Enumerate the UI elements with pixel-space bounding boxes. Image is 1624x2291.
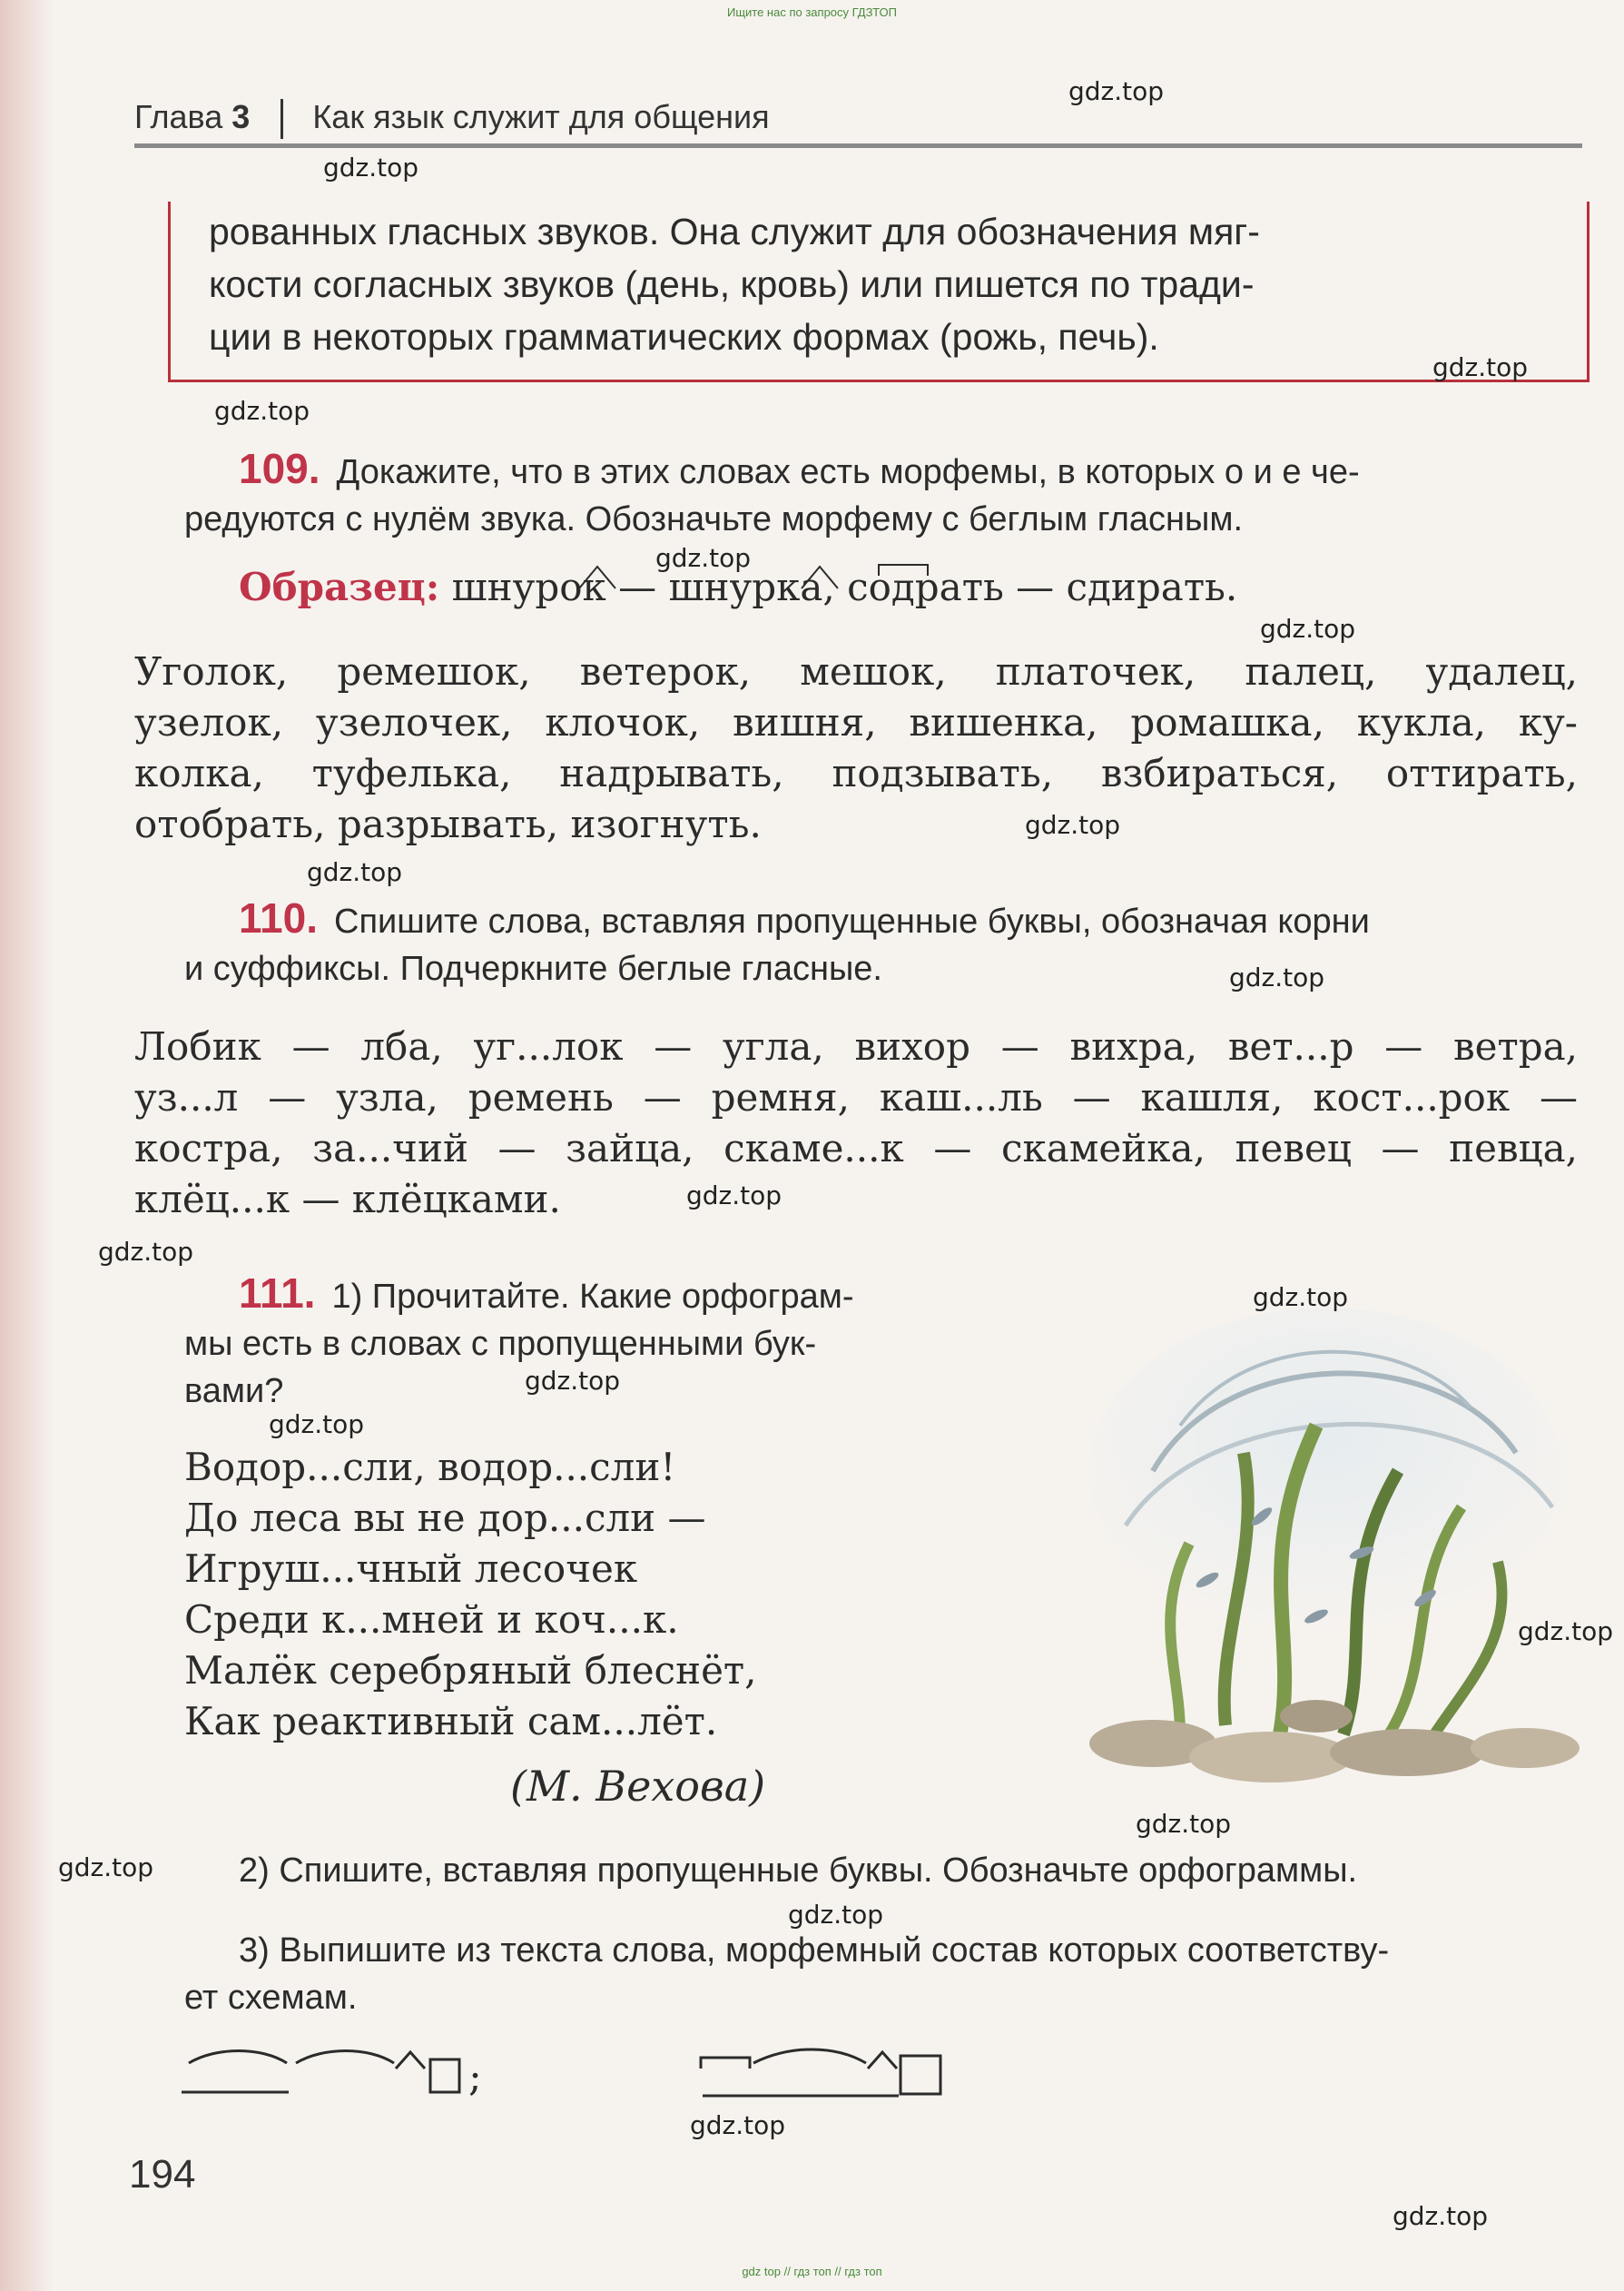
- seaweed-illustration: [1044, 1289, 1607, 1798]
- watermark: gdz.top: [1432, 352, 1529, 382]
- task-line: и суффиксы. Подчеркните беглые гласные.: [184, 950, 882, 988]
- word-line: уз...л — узла, ремень — ремня, каш...ль — кашля, кост...рок —: [134, 1075, 1578, 1120]
- word-line: колка, туфелька, надрывать, подзывать, взбираться, оттирать,: [134, 751, 1578, 795]
- word-line: костра, за...чий — зайца, скаме...к — скамейка, певец — певца,: [134, 1126, 1578, 1170]
- watermark: gdz.top: [1518, 1616, 1614, 1646]
- watermark: gdz.top: [269, 1409, 365, 1439]
- watermark: gdz.top: [525, 1366, 621, 1396]
- page-number: 194: [129, 2152, 196, 2197]
- exercise-110-words: [134, 1022, 1578, 1225]
- watermark: gdz.top: [1025, 810, 1121, 840]
- morpheme-marks: [563, 554, 971, 608]
- page-margin-tint: [0, 0, 54, 2291]
- exercise-109-task: [184, 445, 1582, 543]
- chapter-title: Как язык служит для общения: [312, 98, 770, 135]
- watermark: gdz.top: [686, 1180, 782, 1210]
- watermark: gdz.top: [1260, 614, 1356, 644]
- watermark: gdz.top: [1229, 963, 1325, 992]
- exercise-110-task: [184, 894, 1582, 992]
- rule-line: кости согласных звуков (день, кровь) или пишется по тради-: [209, 263, 1255, 305]
- poem-line: Малёк серебряный блеснёт,: [184, 1648, 757, 1693]
- rule-line: ции в некоторых грамматических формах (рожь, печь).: [209, 316, 1159, 358]
- header-separator: [281, 99, 283, 139]
- morpheme-scheme-2: [699, 2041, 953, 2105]
- task-line: ет схемам.: [184, 1979, 358, 2017]
- exercise-111-task-3: [184, 1927, 1582, 2021]
- exercise-111-task-2: 2) Спишите, вставляя пропущенные буквы. Обозначьте орфограммы.: [239, 1852, 1358, 1890]
- watermark: gdz.top: [655, 543, 752, 573]
- word-line: Уголок, ремешок, ветерок, мешок, платочек, палец, удалец,: [134, 649, 1578, 694]
- task-line: редуются с нулём звука. Обозначьте морфему с беглым гласным.: [184, 500, 1244, 538]
- word-line: узелок, узелочек, клочок, вишня, вишенка, ромашка, кукла, ку-: [134, 700, 1578, 745]
- running-header: [134, 98, 770, 139]
- task-line: мы есть в словах с пропущенными бук-: [184, 1325, 817, 1363]
- watermark: gdz.top: [98, 1237, 194, 1267]
- poem-line: Игруш...чный лесочек: [184, 1546, 638, 1591]
- watermark: gdz.top: [1068, 76, 1165, 106]
- rule-box-text: [209, 205, 1552, 363]
- task-line: Спишите слова, вставляя пропущенные буквы, обозначая корни: [334, 903, 1370, 941]
- task-line: вами?: [184, 1372, 284, 1410]
- watermark: gdz.top: [307, 857, 403, 887]
- exercise-number: 109.: [239, 445, 320, 492]
- watermark: gdz.top: [323, 153, 419, 183]
- morpheme-scheme-1: [180, 2041, 488, 2105]
- watermark: gdz.top: [214, 396, 310, 426]
- poem-line: Водор...сли, водор...сли!: [184, 1445, 676, 1489]
- chapter-number: 3: [231, 98, 251, 135]
- poem-line: Как реактивный сам...лёт.: [184, 1699, 718, 1743]
- task-line: 1) Прочитайте. Какие орфограм-: [331, 1278, 854, 1316]
- sample-text: шнурок — шнурка, содрать — сдирать.: [451, 565, 1238, 609]
- watermark: gdz.top: [1136, 1809, 1232, 1839]
- top-notice: Ищите нас по запросу ГДЗТОП: [726, 5, 897, 19]
- exercise-number: 110.: [239, 894, 318, 942]
- poem-author: (М. Вехова): [510, 1762, 766, 1811]
- word-line: отобрать, разрывать, изогнуть.: [134, 802, 762, 846]
- bottom-notice: gdz top // гдз топ // гдз топ: [742, 2265, 882, 2278]
- poem-line: До леса вы не дор...сли —: [184, 1496, 706, 1540]
- watermark: gdz.top: [1393, 2201, 1489, 2231]
- watermark: gdz.top: [1253, 1282, 1349, 1312]
- poem: [184, 1442, 757, 1747]
- chapter-label: Глава: [134, 98, 223, 135]
- poem-line: Среди к...мней и коч...к.: [184, 1597, 679, 1642]
- exercise-number: 111.: [239, 1269, 316, 1317]
- header-rule: [134, 143, 1582, 148]
- task-line: 3) Выпишите из текста слова, морфемный состав которых соответству-: [239, 1931, 1390, 1970]
- watermark: gdz.top: [690, 2110, 786, 2140]
- word-line: Лобик — лба, уг...лок — угла, вихор — вихра, вет...р — ветра,: [134, 1024, 1578, 1069]
- scheme-separator: ;: [468, 2054, 482, 2100]
- watermark: gdz.top: [58, 1852, 154, 1882]
- sample-label: Образец:: [239, 565, 440, 609]
- watermark: gdz.top: [788, 1900, 884, 1930]
- task-line: Докажите, что в этих словах есть морфемы, в которых о и е че-: [336, 453, 1360, 491]
- exercise-111-task-1: [184, 1269, 1056, 1415]
- word-line: клёц...к — клёцками.: [134, 1177, 561, 1221]
- exercise-109-words: [134, 647, 1578, 850]
- rule-line: рованных гласных звуков. Она служит для обозначения мяг-: [209, 211, 1260, 252]
